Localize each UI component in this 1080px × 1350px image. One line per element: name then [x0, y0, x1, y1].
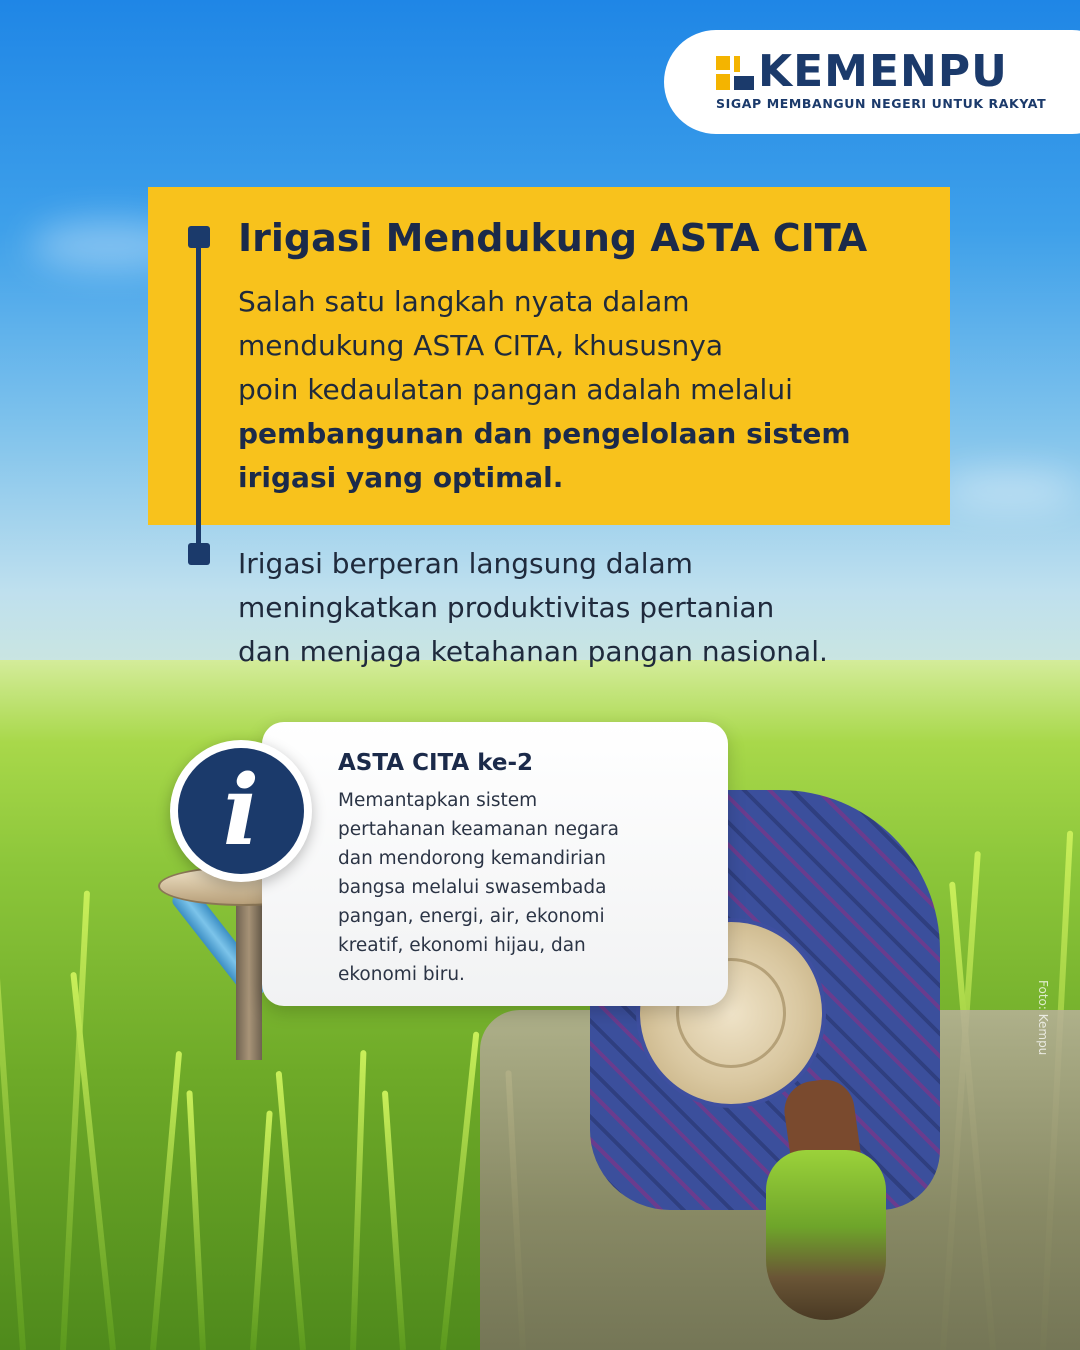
- photo-credit: Foto: Kempu: [1036, 980, 1050, 1056]
- info-icon-glyph: i: [222, 754, 260, 867]
- intro-bold-line: pembangunan dan pengelolaan sistem: [238, 417, 851, 450]
- page-title: Irigasi Mendukung ASTA CITA: [238, 216, 868, 260]
- info-card-line: bangsa melalui swasembada: [338, 877, 607, 898]
- info-card-title: ASTA CITA ke-2: [338, 750, 534, 776]
- role-line: Irigasi berperan langsung dalam: [238, 547, 693, 580]
- info-card-line: pangan, energi, air, ekonomi: [338, 906, 605, 927]
- info-card-line: ekonomi biru.: [338, 964, 465, 985]
- role-paragraph: [238, 542, 958, 674]
- logo-wordmark-part2: PU: [937, 46, 1008, 97]
- logo-wordmark-part1: KEMEN: [758, 46, 938, 97]
- info-card-line: Memantapkan sistem: [338, 790, 538, 811]
- timeline-marker-top: [188, 226, 210, 248]
- info-icon: [178, 748, 304, 874]
- timeline-line: [196, 234, 201, 554]
- intro-paragraph: [238, 280, 928, 500]
- kemenpu-logo-icon: [716, 56, 754, 90]
- intro-line: poin kedaulatan pangan adalah melalui: [238, 373, 793, 406]
- cloud: [940, 470, 1080, 510]
- logo-tagline: SIGAP MEMBANGUN NEGERI UNTUK RAKYAT: [716, 96, 1047, 111]
- logo-wordmark: [758, 48, 1008, 96]
- role-line: dan menjaga ketahanan pangan nasional.: [238, 635, 828, 668]
- info-card-line: dan mendorong kemandirian: [338, 848, 606, 869]
- timeline-marker-bottom: [188, 543, 210, 565]
- intro-bold-line: irigasi yang optimal.: [238, 461, 564, 494]
- info-card-line: pertahanan keamanan negara: [338, 819, 619, 840]
- intro-line: Salah satu langkah nyata dalam: [238, 285, 690, 318]
- wooden-post: [236, 900, 262, 1060]
- info-card-body: [338, 786, 708, 989]
- info-card-line: kreatif, ekonomi hijau, dan: [338, 935, 586, 956]
- intro-line: mendukung ASTA CITA, khususnya: [238, 329, 723, 362]
- rice-seedling-bundle: [766, 1150, 886, 1320]
- role-line: meningkatkan produktivitas pertanian: [238, 591, 775, 624]
